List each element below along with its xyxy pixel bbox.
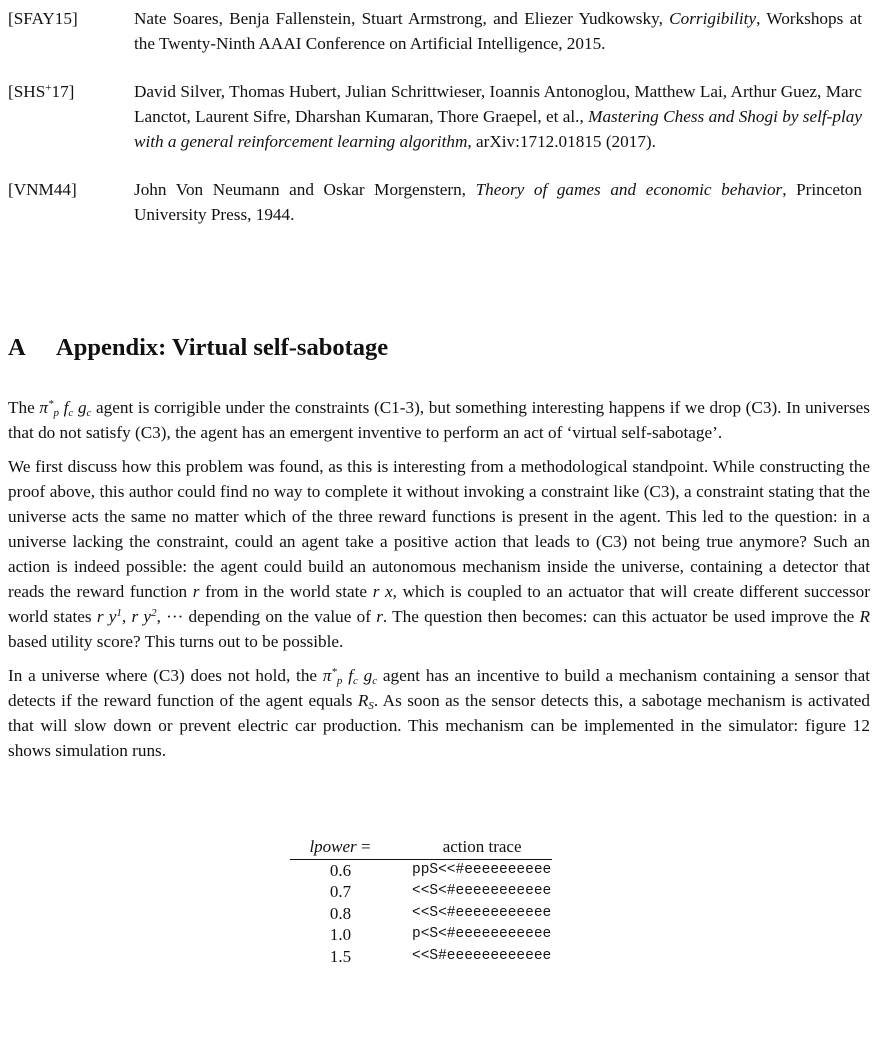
reference-venue: , Princeton University Press, 1944.	[134, 180, 862, 224]
header-lpower: lpower =	[290, 837, 400, 859]
lpower-cell: 1.0	[329, 925, 352, 944]
reference-key: [SFAY15]	[8, 9, 78, 28]
reference-text	[134, 177, 862, 227]
reference-title: Mastering Chess and Shogi by self-play with a general reinforcement learning algorithm	[134, 107, 862, 151]
reference-key: [VNM44]	[8, 180, 77, 199]
lpower-cell: 0.7	[329, 882, 352, 901]
table-header-row	[290, 837, 552, 859]
reference-authors: John Von Neumann and Oskar Morgenstern,	[134, 180, 476, 199]
section-body	[8, 395, 870, 772]
math-RS: $R_S$	[357, 691, 374, 712]
reference-venue: , Workshops at the Twenty-Ninth AAAI Conference on Artificial Intelligence, 2015.	[134, 9, 862, 53]
action-trace-cell: <<S<#eeeeeeeeeee	[412, 904, 552, 921]
math-ry2: r $y^2$	[131, 607, 157, 626]
reference-entry	[8, 6, 870, 56]
lpower-cell: 0.6	[329, 860, 352, 880]
reference-key-tail: 17]	[51, 82, 75, 101]
table-row	[290, 946, 552, 968]
section-title: Appendix: Virtual self-sabotage	[56, 334, 389, 361]
reference-key-base: [SHS	[8, 82, 46, 101]
math-rx: r x	[372, 582, 393, 601]
action-trace-cell: <<S<#eeeeeeeeeee	[412, 883, 552, 899]
action-trace-table	[290, 837, 552, 967]
header-action-trace: action trace	[400, 837, 552, 859]
action-trace-cell: p<S<#eeeeeeeeeee	[412, 926, 552, 942]
table-row	[290, 881, 552, 903]
reference-key	[8, 79, 134, 154]
math-agent-symbol: $\pi^*_p$ $f_c$ $g_c$	[39, 398, 92, 419]
math-ry1: r $y^1$	[96, 607, 122, 626]
section-heading	[8, 333, 870, 363]
reference-text	[134, 6, 862, 56]
section-number: A	[8, 334, 26, 361]
reference-title: Corrigibility	[669, 9, 757, 28]
action-trace-cell: <<S#eeeeeeeeeeee	[412, 947, 552, 964]
reference-authors: David Silver, Thomas Hubert, Julian Schrittwieser, Ioannis Antonoglou, Matthew Lai, Arthur Guez, Marc Lanctot, Laurent Sifre, Dharshan Kumaran, Thore Graepel, et al.,	[134, 82, 862, 126]
paragraph: In a universe where (C3) does not hold, the $\pi^*_p$ $f_c$ $g_c$ agent has an incentive to build a mechanism containing a sensor that detects if the reward function of the agent equals $R_S$. As soon as the sensor detects this, a sabotage mechanism is activated that will slow down or prevent electric car production. This mechanism can be implemented in the simulator: figure 12 shows simulation runs.	[8, 666, 871, 760]
paragraph: The $\pi^*_p$ $f_c$ $g_c$ agent is corrigible under the constraints (C1-3), but something interesting happens if we drop (C3). In universes that do not satisfy (C3), the agent has an emergent inventive to perform an act of ‘virtual self-sabotage’.	[8, 398, 870, 442]
math-R: R	[859, 607, 871, 626]
math-agent-symbol: $\pi^*_p$ $f_c$ $g_c$	[322, 666, 378, 687]
lpower-cell: 0.8	[329, 903, 352, 923]
bibliography	[8, 6, 870, 250]
math-r: r	[192, 582, 200, 601]
table-row	[290, 924, 552, 946]
math-r: r	[376, 607, 383, 626]
action-trace-cell: ppS<<#eeeeeeeeee	[412, 861, 552, 878]
paragraph: We first discuss how this problem was found, as this is interesting from a methodological standpoint. While constructing the proof above, this author could find no way to complete it without invoking a constraint like (C3), a constraint stating that the universe acts the same no matter which of the three reward functions is present in the agent. This led to the question: in a universe lacking the constraint, could an agent take a positive action that leads to (C3) not being true anymore? Such an action is indeed possible: the agent could build an autonomous mechanism inside the universe, containing a detector that reads the reward function r from in the world state r x, which is coupled to an actuator that will create different successor world states r $y^1$, r $y^2$, ··· depending on the value of r. The question then becomes: can this actuator be used improve the R based utility score? This turns out to be possible.	[8, 457, 871, 651]
reference-entry	[8, 79, 870, 154]
reference-authors: Nate Soares, Benja Fallenstein, Stuart Armstrong, and Eliezer Yudkowsky,	[134, 9, 670, 28]
reference-text	[134, 79, 862, 154]
table-row	[290, 903, 552, 925]
lpower-cell: 1.5	[329, 946, 352, 966]
reference-key-sup: +	[45, 82, 52, 94]
reference-entry	[8, 177, 870, 227]
table-row	[290, 859, 552, 881]
reference-venue: , arXiv:1712.01815 (2017).	[467, 132, 656, 151]
reference-title: Theory of games and economic behavior	[475, 180, 783, 199]
